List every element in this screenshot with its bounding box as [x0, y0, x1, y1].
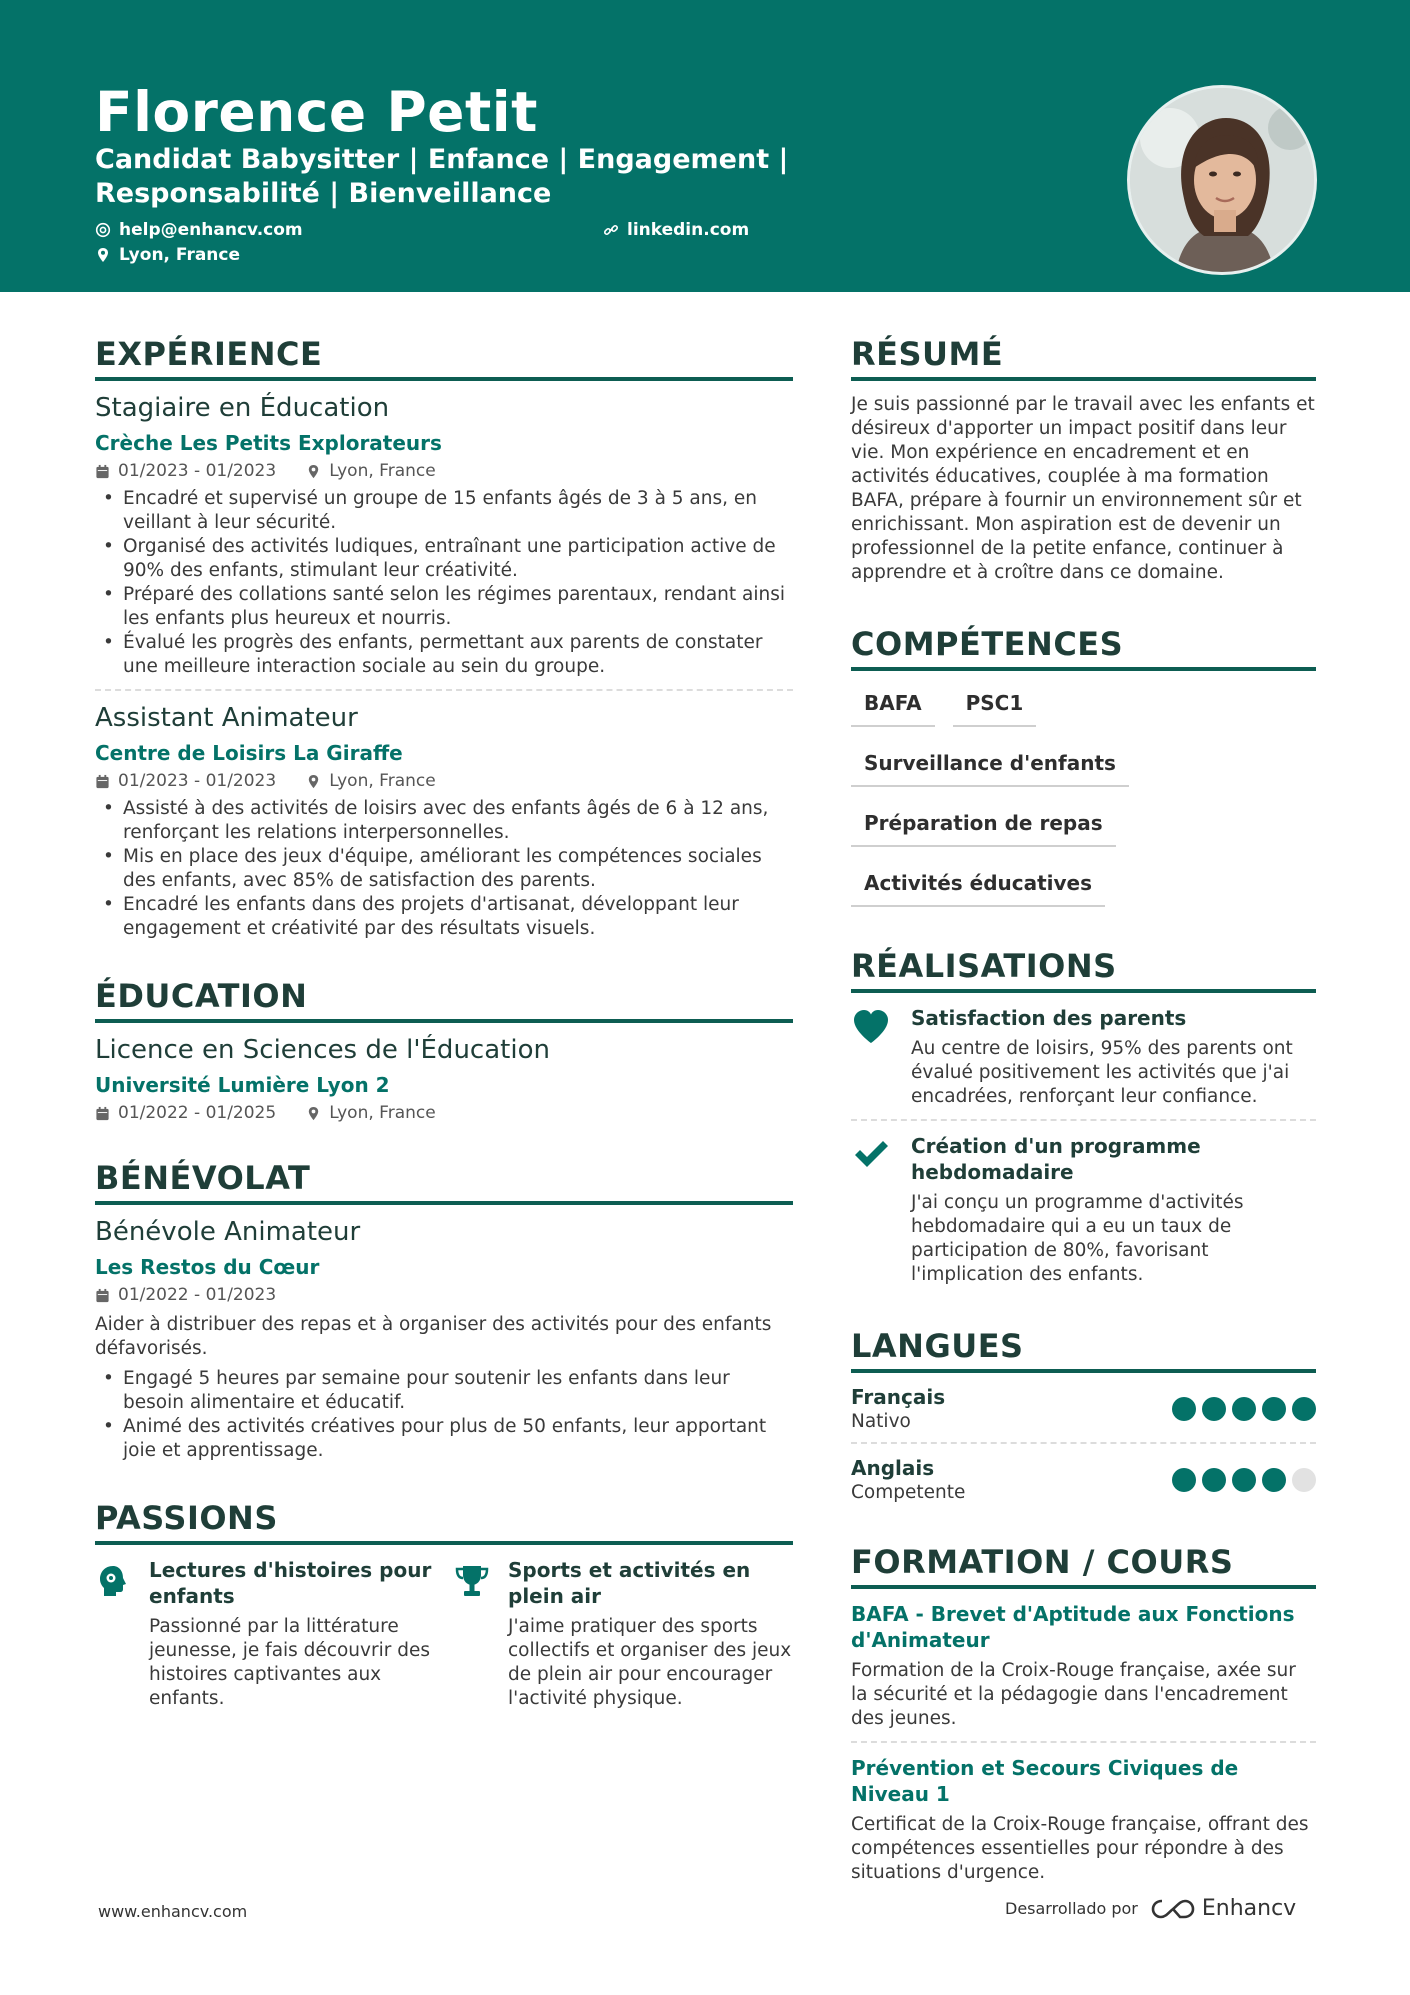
bullet-item: • Encadré et supervisé un groupe de 15 enfants âgés de 3 à 5 ans, en veillant à leur sécurité.: [95, 487, 793, 535]
rating-dot-filled: [1172, 1397, 1196, 1421]
volunteer-title: BÉNÉVOLAT: [95, 1159, 793, 1205]
email-contact[interactable]: [95, 220, 303, 240]
passions-list: [95, 1557, 793, 1711]
job-role: Assistant Animateur: [95, 703, 358, 733]
job-bullets: [95, 797, 793, 941]
map-pin-icon: [306, 1106, 321, 1121]
language-rating: [1172, 1468, 1316, 1492]
skill-tag: Préparation de repas: [851, 805, 1116, 847]
heart-icon: [851, 1007, 891, 1047]
passion-item: [95, 1557, 434, 1711]
divider: [851, 1741, 1316, 1743]
skill-tag: Surveillance d'enfants: [851, 745, 1129, 787]
language-name: Anglais: [851, 1456, 935, 1480]
job-role: Stagiaire en Éducation: [95, 393, 390, 423]
achievements-section: [851, 947, 1316, 1287]
language-level: Nativo: [851, 1411, 911, 1432]
education-meta: [95, 1103, 793, 1123]
course-title: Prévention et Secours Civiques de Niveau 1: [851, 1756, 1239, 1806]
summary-title: RÉSUMÉ: [851, 335, 1316, 381]
volunteer-meta: [95, 1285, 793, 1305]
at-icon: [95, 222, 111, 238]
language-rating: [1172, 1397, 1316, 1421]
passion-title: Sports et activités en plein air: [508, 1558, 751, 1608]
brand-name: Enhancv: [1201, 1896, 1297, 1921]
job-entry: [95, 703, 793, 941]
course-item: [851, 1755, 1316, 1885]
bullet-item: • Animé des activités créatives pour plus de 50 enfants, leur apportant joie et apprentissage.: [95, 1415, 793, 1463]
candidate-name: Florence Petit: [95, 80, 538, 144]
achievement-desc: Au centre de loisirs, 95% des parents ont évalué positivement les activités que j'ai encadrées, renforçant leur confiance.: [911, 1038, 1293, 1107]
calendar-icon: [95, 1288, 110, 1303]
experience-title: EXPÉRIENCE: [95, 335, 793, 381]
summary-section: [851, 335, 1316, 585]
rating-dot-filled: [1262, 1468, 1286, 1492]
skills-list: [851, 685, 1316, 907]
languages-title: LANGUES: [851, 1327, 1316, 1373]
rating-dot-empty: [1292, 1468, 1316, 1492]
achievement-title: Création d'un programme hebdomadaire: [911, 1134, 1201, 1184]
volunteer-role: Bénévole Animateur: [95, 1217, 361, 1247]
skills-section: [851, 625, 1316, 907]
divider: [851, 1119, 1316, 1121]
head-icon: [95, 1563, 131, 1599]
languages-section: [851, 1327, 1316, 1503]
summary-text: Je suis passionné par le travail avec les enfants et désireux d'apporter un impact positif dans leur vie. Mon expérience en encadrement et en activités éducatives, couplée à ma formation BAFA, prépare à fournir un environnement sûr et enrichissant. Mon aspiration est de devenir un professionnel de la petite enfance, continuer à apprendre et à croître dans ce domaine.: [851, 394, 1315, 583]
calendar-icon: [95, 1106, 110, 1121]
job-dates: 01/2023 - 01/2023: [118, 771, 277, 791]
right-column: [851, 335, 1316, 1885]
job-location: [306, 461, 435, 481]
achievement-item: [851, 1133, 1316, 1287]
passion-desc: J'aime pratiquer des sports collectifs et organiser des jeux de plein air pour encourager l'activité physique.: [508, 1616, 792, 1709]
job-company: Centre de Loisirs La Giraffe: [95, 741, 403, 765]
skills-title: COMPÉTENCES: [851, 625, 1316, 671]
location-text: Lyon, France: [119, 245, 241, 265]
volunteer-dates: 01/2022 - 01/2023: [118, 1285, 277, 1305]
volunteer-section: [95, 1159, 793, 1463]
bullet-item: • Évalué les progrès des enfants, permettant aux parents de constater une meilleure interaction sociale au sein du groupe.: [95, 631, 793, 679]
job-bullets: [95, 487, 793, 679]
rating-dot-filled: [1232, 1397, 1256, 1421]
education-section: [95, 977, 793, 1123]
language-name: Français: [851, 1385, 946, 1409]
course-desc: Certificat de la Croix-Rouge française, offrant des compétences essentielles pour répondre à des situations d'urgence.: [851, 1814, 1309, 1883]
bullet-item: • Mis en place des jeux d'équipe, améliorant les compétences sociales des enfants, avec 85% de satisfaction des parents.: [95, 845, 793, 893]
powered-by-text: Desarrollado por: [1005, 1899, 1138, 1918]
email-text: help@enhancv.com: [119, 220, 303, 240]
calendar-icon: [95, 464, 110, 479]
bullet-item: • Préparé des collations santé selon les régimes parentaux, rendant ainsi les enfants plus heureux et nourris.: [95, 583, 793, 631]
skill-tag: BAFA: [851, 685, 935, 727]
volunteer-bullets: [95, 1367, 793, 1463]
volunteer-org: Les Restos du Cœur: [95, 1255, 320, 1279]
language-item: [851, 1385, 1316, 1432]
rating-dot-filled: [1202, 1468, 1226, 1492]
achievements-title: RÉALISATIONS: [851, 947, 1316, 993]
degree: Licence en Sciences de l'Éducation: [95, 1035, 550, 1065]
linkedin-contact[interactable]: [603, 220, 749, 240]
rating-dot-filled: [1232, 1468, 1256, 1492]
header: [0, 0, 1410, 292]
job-entry: [95, 393, 793, 679]
skill-tag: PSC1: [953, 685, 1037, 727]
calendar-icon: [95, 774, 110, 789]
volunteer-description: Aider à distribuer des repas et à organiser des activités pour des enfants défavorisés.: [95, 1314, 772, 1359]
rating-dot-filled: [1202, 1397, 1226, 1421]
achievement-desc: J'ai conçu un programme d'activités hebdomadaire qui a eu un taux de participation de 80%, favorisant l'implication des enfants.: [911, 1192, 1244, 1285]
job-company: Crèche Les Petits Explorateurs: [95, 431, 442, 455]
location-contact: [95, 245, 240, 265]
bullet-item: • Engagé 5 heures par semaine pour soutenir les enfants dans leur besoin alimentaire et éducatif.: [95, 1367, 793, 1415]
link-icon: [603, 222, 619, 238]
trophy-icon: [454, 1563, 490, 1599]
passion-desc: Passionné par la littérature jeunesse, je fais découvrir des histoires captivantes aux enfants.: [149, 1616, 430, 1709]
divider: [851, 1442, 1316, 1444]
bullet-item: • Assisté à des activités de loisirs avec des enfants âgés de 6 à 12 ans, renforçant les relations interpersonnelles.: [95, 797, 793, 845]
course-item: [851, 1601, 1316, 1731]
education-title: ÉDUCATION: [95, 977, 793, 1023]
footer-branding: [1005, 1896, 1296, 1921]
tagline: Candidat Babysitter | Enfance | Engagement | Responsabilité | Bienveillance: [95, 144, 789, 209]
rating-dot-filled: [1172, 1468, 1196, 1492]
bullet-item: • Organisé des activités ludiques, entraînant une participation active de 90% des enfants, stimulant leur créativité.: [95, 535, 793, 583]
job-location-text: Lyon, France: [329, 461, 436, 481]
map-pin-icon: [306, 774, 321, 789]
education-dates: 01/2022 - 01/2025: [118, 1103, 277, 1123]
profile-photo: [1127, 85, 1317, 275]
linkedin-text: linkedin.com: [627, 220, 750, 240]
passion-item: [454, 1557, 793, 1711]
bullet-item: • Encadré les enfants dans des projets d'artisanat, développant leur engagement et créativité par des résultats visuels.: [95, 893, 793, 941]
rating-dot-filled: [1262, 1397, 1286, 1421]
map-pin-icon: [95, 247, 111, 263]
achievement-title: Satisfaction des parents: [911, 1006, 1187, 1030]
language-level: Competente: [851, 1482, 966, 1503]
job-meta: [95, 771, 793, 791]
achievement-item: [851, 1005, 1316, 1109]
left-column: [95, 335, 793, 1711]
enhancv-logo-icon: [1150, 1897, 1196, 1921]
check-icon: [851, 1135, 891, 1175]
education-location: [306, 1103, 435, 1123]
map-pin-icon: [306, 464, 321, 479]
course-title: BAFA - Brevet d'Aptitude aux Fonctions d'Animateur: [851, 1602, 1295, 1652]
school: Université Lumière Lyon 2: [95, 1073, 390, 1097]
brand-logo[interactable]: [1150, 1896, 1296, 1921]
skill-tag: Activités éducatives: [851, 865, 1105, 907]
divider: [95, 689, 793, 691]
job-dates: 01/2023 - 01/2023: [118, 461, 277, 481]
course-desc: Formation de la Croix-Rouge française, axée sur la sécurité et la pédagogie dans l'encadrement des jeunes.: [851, 1660, 1296, 1729]
job-location-text: Lyon, France: [329, 771, 436, 791]
passion-title: Lectures d'histoires pour enfants: [149, 1558, 432, 1608]
passions-title: PASSIONS: [95, 1499, 793, 1545]
courses-section: [851, 1543, 1316, 1885]
footer-website[interactable]: www.enhancv.com: [98, 1902, 248, 1921]
job-location: [306, 771, 435, 791]
job-meta: [95, 461, 793, 481]
courses-title: FORMATION / COURS: [851, 1543, 1316, 1589]
education-location-text: Lyon, France: [329, 1103, 436, 1123]
experience-section: [95, 335, 793, 941]
passions-section: [95, 1499, 793, 1711]
rating-dot-filled: [1292, 1397, 1316, 1421]
language-item: [851, 1456, 1316, 1503]
